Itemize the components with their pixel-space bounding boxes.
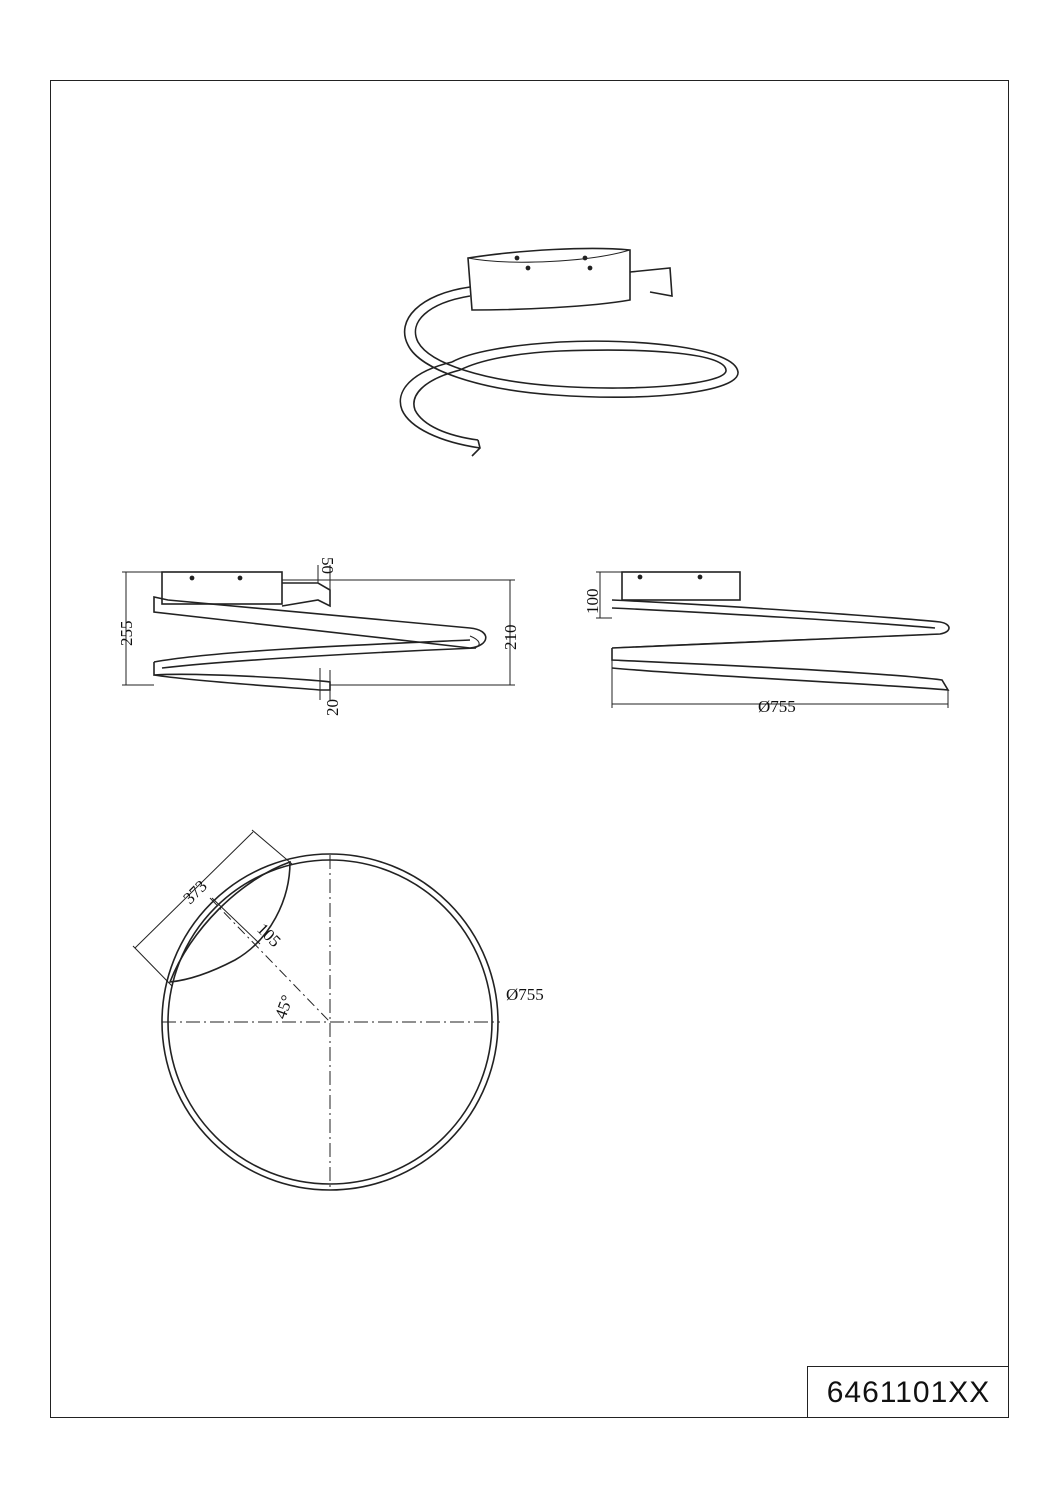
- dim-255: 255: [117, 620, 136, 646]
- perspective-bracket: [630, 268, 672, 296]
- top-view-canopy: [170, 862, 290, 982]
- dim-45-deg: 45°: [270, 992, 297, 1022]
- perspective-spiral-band: [405, 287, 738, 397]
- dim-105: 105: [253, 919, 285, 951]
- side-view-left: [122, 565, 515, 700]
- side-view-right: [596, 572, 949, 708]
- perspective-canopy: [468, 248, 630, 310]
- title-block: [807, 1366, 1009, 1418]
- dim-20: 20: [323, 699, 342, 716]
- dim-100: 100: [583, 588, 602, 614]
- dim-210: 210: [501, 624, 520, 650]
- dim-373: 373: [179, 876, 211, 908]
- perspective-view: [400, 248, 738, 456]
- top-view: [133, 830, 500, 1190]
- dim-diameter-side: Ø755: [758, 697, 796, 716]
- dim-diameter-top: Ø755: [506, 985, 544, 1004]
- side-left-canopy: [162, 572, 282, 604]
- dim-50: 50: [318, 557, 337, 574]
- product-code: 6461101XX: [826, 1375, 991, 1409]
